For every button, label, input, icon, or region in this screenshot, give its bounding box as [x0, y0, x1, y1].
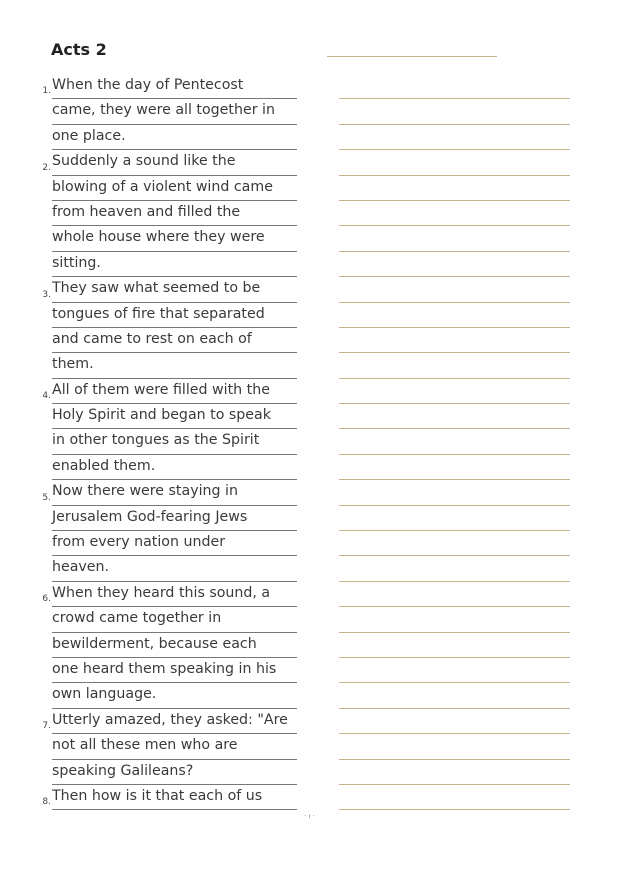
verse-line — [37, 277, 297, 302]
handwriting-line[interactable] — [339, 785, 570, 810]
verse-line — [37, 607, 297, 632]
verse-text: one heard them speaking in his — [52, 658, 297, 683]
verse-text: whole house where they were — [52, 226, 297, 251]
verse-text: heaven. — [52, 556, 297, 581]
verse-text: sitting. — [52, 252, 297, 277]
verse-text: speaking Galileans? — [52, 760, 297, 785]
verse-text: Utterly amazed, they asked: "Are — [52, 709, 297, 734]
handwriting-line[interactable] — [339, 353, 570, 378]
verse-number: 2. — [42, 162, 51, 173]
verse-text: from heaven and filled the — [52, 201, 297, 226]
name-write-line[interactable] — [327, 56, 497, 57]
handwriting-line[interactable] — [339, 633, 570, 658]
verse-line — [37, 125, 297, 150]
verse-text: Then how is it that each of us — [52, 785, 297, 810]
page-title: Acts 2 — [51, 40, 107, 59]
verse-line — [37, 379, 297, 404]
handwriting-line[interactable] — [339, 455, 570, 480]
handwriting-line[interactable] — [339, 506, 570, 531]
verse-line — [37, 556, 297, 581]
verse-line — [37, 506, 297, 531]
verse-text: from every nation under — [52, 531, 297, 556]
page-number: · ı · — [304, 812, 315, 820]
verse-number: 7. — [42, 721, 51, 732]
handwriting-line[interactable] — [339, 176, 570, 201]
handwriting-line[interactable] — [339, 252, 570, 277]
verse-text: They saw what seemed to be — [52, 277, 297, 302]
handwriting-line[interactable] — [339, 582, 570, 607]
handwriting-line[interactable] — [339, 226, 570, 251]
handwriting-line[interactable] — [339, 480, 570, 505]
verse-text: and came to rest on each of — [52, 328, 297, 353]
verse-text: one place. — [52, 125, 297, 150]
verse-line — [37, 683, 297, 708]
verse-line — [37, 582, 297, 607]
verse-text: them. — [52, 353, 297, 378]
verse-line — [37, 785, 297, 810]
verse-text: Holy Spirit and began to speak — [52, 404, 297, 429]
verse-text: blowing of a violent wind came — [52, 176, 297, 201]
verse-line — [37, 99, 297, 124]
verse-line — [37, 658, 297, 683]
verse-text: All of them were filled with the — [52, 379, 297, 404]
handwriting-line[interactable] — [339, 328, 570, 353]
handwriting-line[interactable] — [339, 709, 570, 734]
verse-line — [37, 252, 297, 277]
verse-line — [37, 531, 297, 556]
verse-line — [37, 709, 297, 734]
verse-text: When the day of Pentecost — [52, 74, 297, 99]
handwriting-line[interactable] — [339, 201, 570, 226]
handwriting-line[interactable] — [339, 125, 570, 150]
verse-text: When they heard this sound, a — [52, 582, 297, 607]
verse-line — [37, 734, 297, 759]
handwriting-line[interactable] — [339, 150, 570, 175]
handwriting-line[interactable] — [339, 379, 570, 404]
handwriting-line[interactable] — [339, 760, 570, 785]
verse-text: Now there were staying in — [52, 480, 297, 505]
verse-number: 1. — [42, 86, 51, 97]
verse-line — [37, 633, 297, 658]
verse-text: tongues of fire that separated — [52, 303, 297, 328]
verse-line — [37, 226, 297, 251]
handwriting-line[interactable] — [339, 556, 570, 581]
scripture-column — [37, 74, 297, 810]
handwriting-line[interactable] — [339, 404, 570, 429]
verse-line — [37, 480, 297, 505]
handwriting-line[interactable] — [339, 303, 570, 328]
verse-number: 8. — [42, 797, 51, 808]
verse-text: enabled them. — [52, 455, 297, 480]
verse-text: crowd came together in — [52, 607, 297, 632]
handwriting-line[interactable] — [339, 531, 570, 556]
verse-text: came, they were all together in — [52, 99, 297, 124]
verse-line — [37, 74, 297, 99]
verse-text: Suddenly a sound like the — [52, 150, 297, 175]
verse-line — [37, 353, 297, 378]
verse-text: Jerusalem God-fearing Jews — [52, 506, 297, 531]
verse-number: 4. — [42, 391, 51, 402]
handwriting-line[interactable] — [339, 658, 570, 683]
verse-number: 5. — [42, 492, 51, 503]
verse-text: bewilderment, because each — [52, 633, 297, 658]
verse-line — [37, 201, 297, 226]
verse-text: not all these men who are — [52, 734, 297, 759]
writing-column — [339, 74, 570, 810]
handwriting-line[interactable] — [339, 277, 570, 302]
verse-number: 6. — [42, 594, 51, 605]
verse-line — [37, 328, 297, 353]
verse-line — [37, 303, 297, 328]
verse-text: own language. — [52, 683, 297, 708]
handwriting-line[interactable] — [339, 99, 570, 124]
verse-text: in other tongues as the Spirit — [52, 429, 297, 454]
verse-line — [37, 429, 297, 454]
verse-line — [37, 455, 297, 480]
verse-number: 3. — [42, 289, 51, 300]
verse-line — [37, 176, 297, 201]
handwriting-line[interactable] — [339, 734, 570, 759]
verse-line — [37, 150, 297, 175]
handwriting-line[interactable] — [339, 683, 570, 708]
handwriting-line[interactable] — [339, 74, 570, 99]
verse-line — [37, 404, 297, 429]
handwriting-line[interactable] — [339, 607, 570, 632]
handwriting-line[interactable] — [339, 429, 570, 454]
verse-line — [37, 760, 297, 785]
